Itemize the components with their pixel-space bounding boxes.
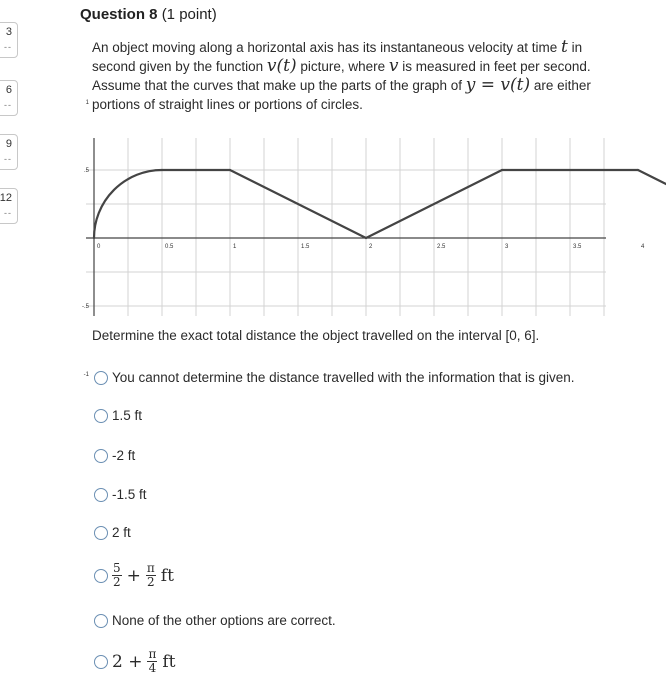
x-tick-label: 0.5 [165, 244, 174, 250]
fraction-denominator: 2 [147, 575, 155, 589]
question-nav-item-12[interactable] [0, 188, 18, 224]
x-tick-label: 3.5 [573, 244, 582, 250]
y-tick-label: -1 [83, 372, 89, 378]
answer-option-label: 1.5 ft [112, 408, 143, 423]
radio-button[interactable] [94, 371, 108, 385]
answer-option-math [112, 648, 175, 675]
math-t: t [561, 37, 568, 57]
question-nav-number: 12 [0, 192, 12, 204]
answer-option-label: -1.5 ft [112, 487, 147, 502]
answer-option-label: 2 ft [112, 525, 131, 540]
answer-option-6[interactable] [94, 562, 174, 589]
fraction-denominator: 4 [148, 661, 157, 675]
radio-button[interactable] [94, 449, 108, 463]
question-nav-item-3[interactable] [0, 22, 18, 58]
answer-option-1[interactable] [94, 370, 575, 385]
graph-curve-segment [638, 170, 666, 238]
radio-button[interactable] [94, 569, 108, 583]
fraction [112, 562, 122, 589]
question-nav-item-9[interactable] [0, 134, 18, 170]
question-text-part: picture, where [300, 59, 386, 74]
answer-option-label: -2 ft [112, 448, 136, 463]
answer-option-label: None of the other options are correct. [112, 613, 336, 628]
answer-option-math [112, 562, 174, 589]
question-number: Question 8 [80, 6, 158, 23]
question-text-part: is measured in feet per second. Assume that the curves that make up the parts of the graph of [92, 59, 591, 93]
radio-button[interactable] [94, 409, 108, 423]
radio-button[interactable] [94, 526, 108, 540]
question-title [80, 6, 217, 23]
math-y-equals-vt: y = v(t) [465, 75, 531, 95]
question-nav-status: -- [4, 42, 12, 52]
question-nav-status: -- [4, 208, 12, 218]
unit: ft [160, 565, 174, 586]
radio-button[interactable] [94, 655, 108, 669]
unit: ft [162, 651, 176, 672]
math-lead: 2 + [112, 651, 143, 672]
question-nav-number: 9 [5, 138, 12, 150]
fraction-numerator: 5 [113, 561, 121, 575]
x-tick-label: 1.5 [301, 244, 310, 250]
question-nav-status: -- [4, 154, 12, 164]
question-nav-number: 6 [5, 84, 12, 96]
fraction [147, 648, 157, 675]
fraction-denominator: 2 [113, 575, 121, 589]
math-v: v [388, 56, 399, 76]
answer-option-8[interactable] [94, 648, 175, 675]
question-nav-status: -- [4, 100, 12, 110]
y-tick-label: .5 [83, 168, 89, 174]
y-tick-label: 1 [85, 100, 89, 106]
fraction [146, 562, 156, 589]
answer-option-2[interactable] [94, 408, 142, 423]
radio-button[interactable] [94, 614, 108, 628]
plus-sign: + [126, 565, 141, 586]
y-tick-label: -.5 [81, 304, 89, 310]
question-text-part: are either portions of straight lines or portions of circles. [92, 78, 591, 112]
x-tick-label: 1 [233, 244, 237, 250]
fraction-numerator: π [146, 561, 155, 575]
question-nav-item-6[interactable] [0, 80, 18, 116]
question-nav [0, 0, 22, 700]
answer-option-label: You cannot determine the distance travelled with the information that is given. [112, 370, 575, 385]
answer-option-5[interactable] [94, 525, 131, 540]
question-text-part: in second given by the function [92, 40, 583, 74]
question-nav-number: 3 [5, 26, 12, 38]
x-tick-label: 0 [97, 244, 101, 250]
question-text [92, 38, 622, 114]
answer-option-4[interactable] [94, 487, 147, 502]
radio-button[interactable] [94, 488, 108, 502]
answer-option-3[interactable] [94, 448, 135, 463]
x-tick-label: 4 [641, 244, 645, 250]
x-tick-label: 2 [369, 244, 373, 250]
question-prompt: Determine the exact total distance the object travelled on the interval [0, 6]. [92, 328, 540, 343]
question-points: (1 point) [161, 6, 217, 23]
answer-option-7[interactable] [94, 613, 336, 628]
question-text-part: An object moving along a horizontal axis has its instantaneous velocity at time [92, 40, 558, 55]
math-vt: v(t) [266, 56, 297, 76]
fraction-numerator: π [148, 647, 157, 661]
x-tick-label: 3 [505, 244, 509, 250]
x-tick-label: 2.5 [437, 244, 446, 250]
